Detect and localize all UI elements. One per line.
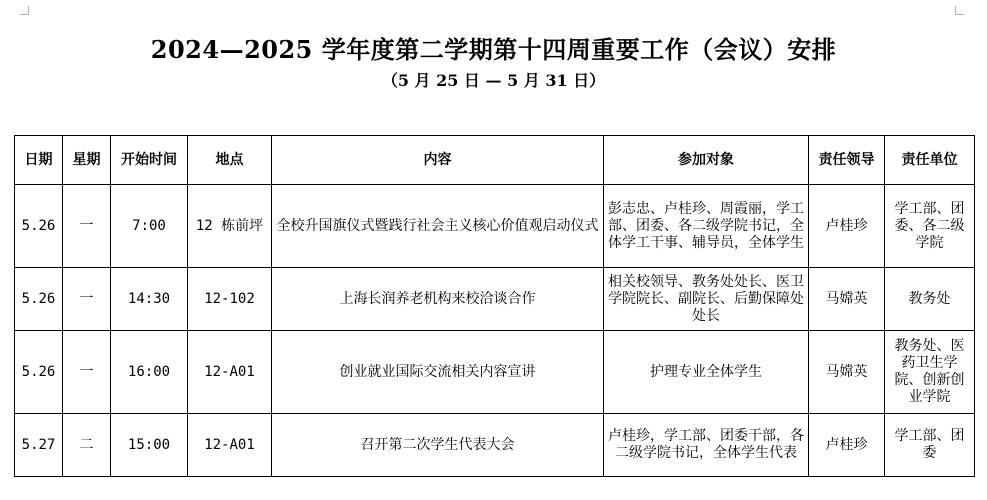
header-attendees: 参加对象 bbox=[604, 136, 809, 185]
cell-start-time: 16:00 bbox=[111, 331, 188, 414]
cell-unit: 教务处 bbox=[885, 268, 975, 331]
cell-weekday: 一 bbox=[63, 331, 111, 414]
cell-date: 5.26 bbox=[15, 268, 63, 331]
cell-attendees: 相关校领导、教务处处长、医卫学院院长、副院长、后勤保障处处长 bbox=[604, 268, 809, 331]
schedule-table bbox=[14, 135, 975, 477]
cell-weekday: 一 bbox=[63, 268, 111, 331]
table-row bbox=[15, 331, 975, 414]
cell-leader: 马嫦英 bbox=[809, 268, 885, 331]
document-subtitle: （5 月 25 日 — 5 月 31 日） bbox=[381, 71, 606, 90]
cell-attendees: 卢桂珍，学工部、团委干部，各二级学院书记，全体学生代表 bbox=[604, 414, 809, 477]
table-row bbox=[15, 414, 975, 477]
header-content: 内容 bbox=[272, 136, 604, 185]
cell-unit: 学工部、团委、各二级学院 bbox=[885, 185, 975, 268]
page-corner-mark-right bbox=[955, 6, 964, 15]
cell-start-time: 14:30 bbox=[111, 268, 188, 331]
header-start-time: 开始时间 bbox=[111, 136, 188, 185]
cell-weekday: 一 bbox=[63, 185, 111, 268]
cell-location: 12-A01 bbox=[188, 331, 272, 414]
table-row bbox=[15, 185, 975, 268]
cell-weekday: 二 bbox=[63, 414, 111, 477]
cell-content: 全校升国旗仪式暨践行社会主义核心价值观启动仪式 bbox=[272, 185, 604, 268]
header-leader: 责任领导 bbox=[809, 136, 885, 185]
cell-start-time: 7:00 bbox=[111, 185, 188, 268]
cell-unit: 教务处、医药卫生学院、创新创业学院 bbox=[885, 331, 975, 414]
cell-start-time: 15:00 bbox=[111, 414, 188, 477]
cell-date: 5.27 bbox=[15, 414, 63, 477]
cell-date: 5.26 bbox=[15, 331, 63, 414]
header-location: 地点 bbox=[188, 136, 272, 185]
page-corner-mark-left bbox=[20, 6, 29, 15]
cell-unit: 学工部、团委 bbox=[885, 414, 975, 477]
cell-location: 12-102 bbox=[188, 268, 272, 331]
cell-date: 5.26 bbox=[15, 185, 63, 268]
header-unit: 责任单位 bbox=[885, 136, 975, 185]
header-date: 日期 bbox=[15, 136, 63, 185]
header-weekday: 星期 bbox=[63, 136, 111, 185]
cell-content: 创业就业国际交流相关内容宣讲 bbox=[272, 331, 604, 414]
cell-leader: 卢桂珍 bbox=[809, 185, 885, 268]
cell-leader: 卢桂珍 bbox=[809, 414, 885, 477]
table-row bbox=[15, 268, 975, 331]
table-header-row bbox=[15, 136, 975, 185]
cell-content: 召开第二次学生代表大会 bbox=[272, 414, 604, 477]
cell-attendees: 彭志忠、卢桂珍、周霞丽，学工部、团委、各二级学院书记，全体学工干事、辅导员，全体学生 bbox=[604, 185, 809, 268]
cell-location: 12 栋前坪 bbox=[188, 185, 272, 268]
cell-attendees: 护理专业全体学生 bbox=[604, 331, 809, 414]
cell-content: 上海长润养老机构来校洽谈合作 bbox=[272, 268, 604, 331]
cell-leader: 马嫦英 bbox=[809, 331, 885, 414]
cell-location: 12-A01 bbox=[188, 414, 272, 477]
document-title: 2024—2025 学年度第二学期第十四周重要工作（会议）安排 bbox=[150, 35, 837, 64]
